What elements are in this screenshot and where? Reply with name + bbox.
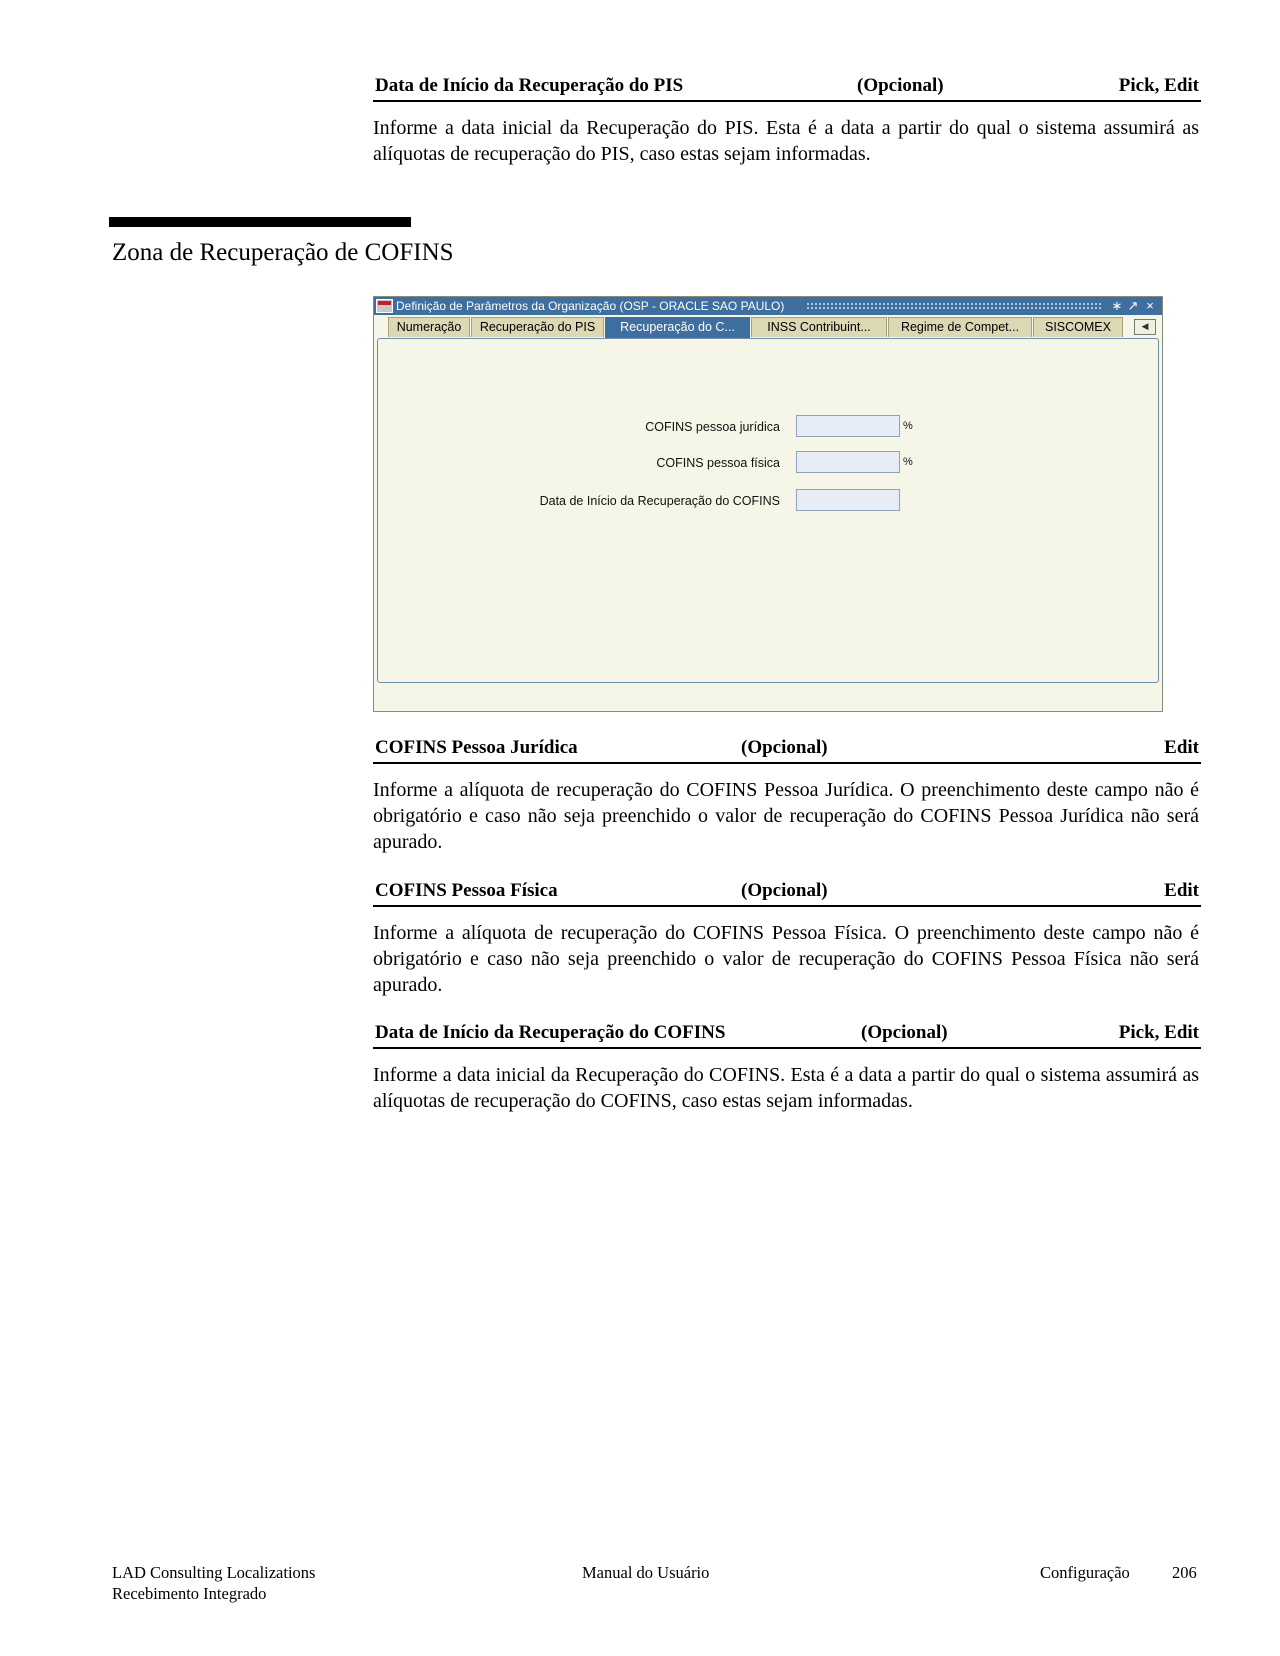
field-actions: Edit bbox=[1164, 880, 1199, 901]
field-header-cofins-pf bbox=[373, 881, 1201, 907]
tab-canvas bbox=[377, 338, 1159, 683]
minimize-icon[interactable]: ∗ bbox=[1111, 298, 1123, 313]
footer-page-number: 206 bbox=[1172, 1563, 1197, 1582]
label-cofins-start-date: Data de Início da Recuperação do COFINS bbox=[539, 494, 780, 508]
field-description-pis-date: Informe a data inicial da Recuperação do PIS. Esta é a data a partir do qual o sistema assumirá as alíquotas de recuperação do PIS, caso estas sejam informadas. bbox=[373, 117, 1199, 165]
field-header-cofins-pj bbox=[373, 738, 1201, 764]
field-optional: (Opcional) bbox=[741, 737, 828, 758]
footer-product: Recebimento Integrado bbox=[112, 1584, 267, 1603]
tab-recuperacao-cofins[interactable]: Recuperação do C... bbox=[605, 317, 750, 339]
percent-suffix-pf: % bbox=[903, 456, 913, 468]
field-header-pis-date bbox=[373, 76, 1201, 102]
window-title: Definição de Parâmetros da Organização (OSP - ORACLE SAO PAULO) bbox=[396, 299, 785, 313]
field-optional: (Opcional) bbox=[857, 75, 944, 96]
field-optional: (Opcional) bbox=[741, 880, 828, 901]
tab-recuperacao-pis[interactable]: Recuperação do PIS bbox=[471, 317, 604, 337]
title-bar-pattern bbox=[806, 302, 1102, 310]
field-optional: (Opcional) bbox=[861, 1022, 948, 1043]
footer-manual: Manual do Usuário bbox=[582, 1563, 710, 1582]
section-divider bbox=[109, 217, 411, 227]
field-actions: Edit bbox=[1164, 737, 1199, 758]
field-description-cofins-date: Informe a data inicial da Recuperação do COFINS. Esta é a data a partir do qual o sistema assumirá as alíquotas de recuperação do COFINS, caso estas sejam informadas. bbox=[373, 1064, 1199, 1112]
window-title-bar[interactable] bbox=[374, 297, 1162, 315]
tab-inss-contribuinte[interactable]: INSS Contribuint... bbox=[751, 317, 887, 337]
oracle-form-window bbox=[373, 296, 1163, 712]
field-description-cofins-pf: Informe a alíquota de recuperação do COFINS Pessoa Física. O preenchimento deste campo não é obrigatório e caso não seja preenchido o valor de recuperação do COFINS Pessoa Física não será apurado. bbox=[373, 922, 1199, 996]
field-description-cofins-pj: Informe a alíquota de recuperação do COFINS Pessoa Jurídica. O preenchimento deste campo não é obrigatório e caso não seja preenchido o valor de recuperação do COFINS Pessoa Jurídica não será apurado. bbox=[373, 779, 1199, 853]
field-actions: Pick, Edit bbox=[1118, 1022, 1199, 1043]
field-name: COFINS Pessoa Física bbox=[375, 880, 558, 901]
footer-chapter: Configuração bbox=[1040, 1563, 1130, 1582]
field-name: Data de Início da Recuperação do COFINS bbox=[375, 1022, 726, 1043]
cofins-pj-input[interactable] bbox=[796, 415, 900, 437]
oracle-app-icon bbox=[376, 299, 393, 313]
tab-regime-competencia[interactable]: Regime de Compet... bbox=[888, 317, 1032, 337]
footer-company: LAD Consulting Localizations bbox=[112, 1563, 316, 1582]
field-name: COFINS Pessoa Jurídica bbox=[375, 737, 578, 758]
close-icon[interactable]: × bbox=[1146, 298, 1154, 313]
cofins-start-date-input[interactable] bbox=[796, 489, 900, 511]
section-title: Zona de Recuperação de COFINS bbox=[112, 239, 454, 266]
field-actions: Pick, Edit bbox=[1118, 75, 1199, 96]
label-cofins-pj: COFINS pessoa jurídica bbox=[645, 420, 780, 434]
tab-numeracao[interactable]: Numeração bbox=[388, 317, 470, 337]
field-header-cofins-date bbox=[373, 1023, 1201, 1049]
tab-siscomex[interactable]: SISCOMEX bbox=[1033, 317, 1123, 337]
tab-scroll-left-icon[interactable]: ◀ bbox=[1134, 319, 1156, 335]
percent-suffix-pj: % bbox=[903, 420, 913, 432]
cofins-pf-input[interactable] bbox=[796, 451, 900, 473]
maximize-icon[interactable]: ↗ bbox=[1127, 298, 1139, 313]
field-name: Data de Início da Recuperação do PIS bbox=[375, 75, 684, 96]
label-cofins-pf: COFINS pessoa física bbox=[656, 456, 780, 470]
